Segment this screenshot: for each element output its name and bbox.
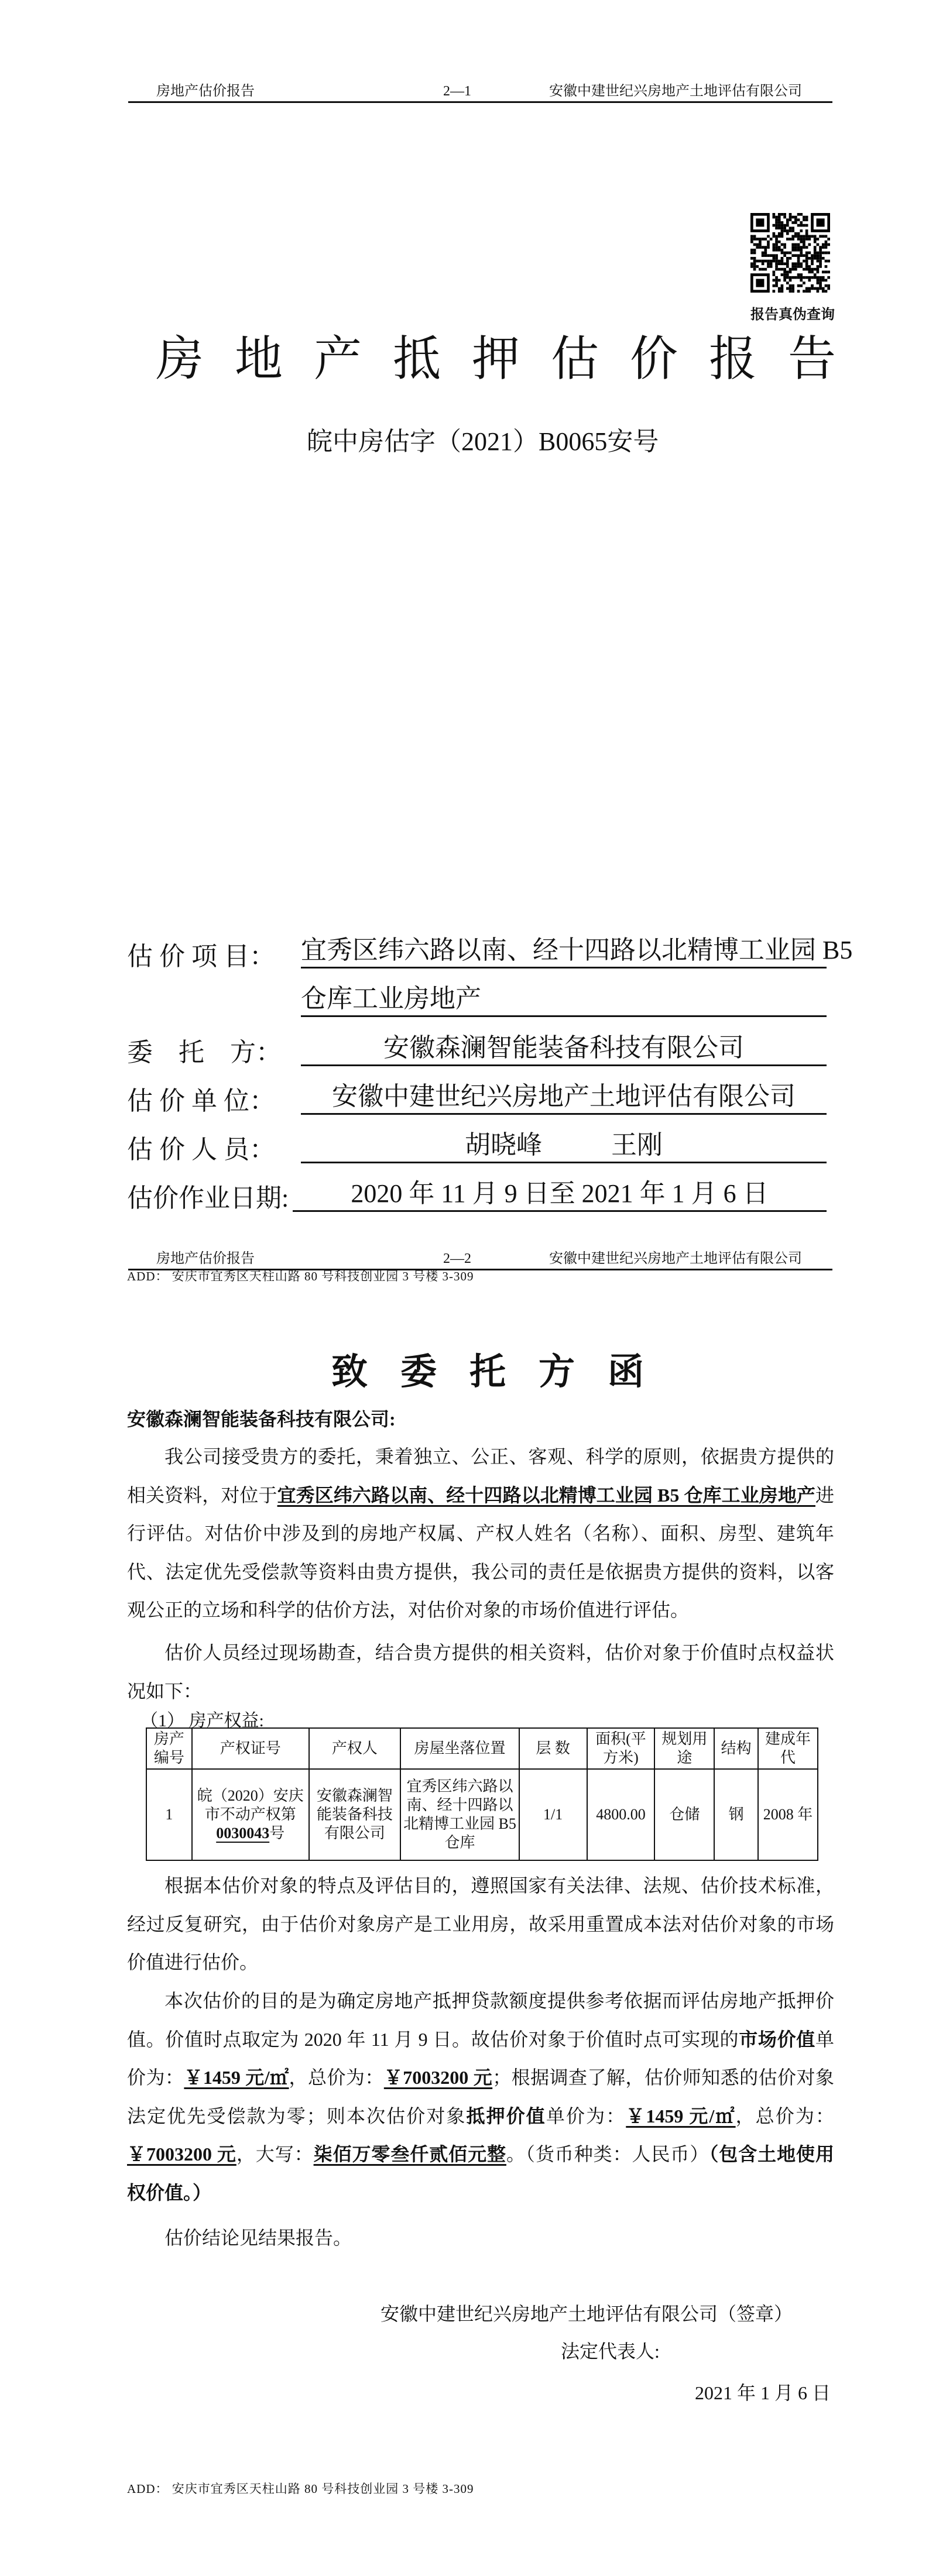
appraiser-unit-value: 安徽中建世纪兴房地产土地评估有限公司 [301, 1081, 827, 1115]
col-header: 房屋坐落位置 [400, 1728, 519, 1769]
cell-location: 宜秀区纬六路以南、经十四路以北精博工业园 B5 仓库 [400, 1769, 519, 1860]
paragraph-text: 本次估价的目的是为确定房地产抵押贷款额度提供参考依据而评估房地产抵押价值。价值时点取定为 2020 年 11 月 9 日。故估价对象于价值时点可实现的 [127, 1990, 834, 2050]
paragraph-text: 进行评估。对估价中涉及到的房地产权属、产权人姓名（名称）、面积、房型、建筑年代、法定优先受偿款等资料由贵方提供，我公司的责任是依据贵方提供的资料，以客观公正的立场和科学的估价方法，对估价对象的市场价值进行评估。 [127, 1484, 834, 1620]
cell-floors: 1/1 [519, 1769, 587, 1860]
paragraph-text: ，总价为： [735, 2105, 834, 2127]
appraiser-staff-label: 估 价 人 员： [127, 1135, 275, 1164]
land-use-note: （包含土地使用权价值。） [127, 2144, 834, 2203]
report-title: 房地产抵押估价报告 [156, 332, 868, 386]
market-unit-price: ￥1459 元/㎡ [184, 2067, 289, 2088]
header-company: 安徽中建世纪兴房地产土地评估有限公司 [549, 1251, 802, 1266]
appraiser-name-2: 王刚 [611, 1131, 663, 1159]
header-page-number: 2—2 [443, 1251, 471, 1266]
cert-suffix: 号 [269, 1825, 285, 1842]
appraiser-name-1: 胡晓峰 [465, 1131, 542, 1159]
appraiser-unit-label: 估 价 单 位： [127, 1087, 275, 1115]
col-header: 层 数 [519, 1728, 587, 1769]
mortgage-total-price: ￥7003200 元 [127, 2144, 236, 2165]
cert-number: 0030043 [216, 1825, 270, 1842]
col-header: 产权证号 [192, 1728, 309, 1769]
header-divider [128, 101, 832, 103]
appraiser-staff-value [301, 1130, 827, 1163]
qr-caption: 报告真伪查询 [750, 307, 835, 322]
col-header: 规划用途 [654, 1728, 714, 1769]
header-page-number: 2—1 [443, 84, 471, 99]
work-date-label: 估价作业日期: [127, 1184, 289, 1213]
cell-no: 1 [146, 1769, 192, 1860]
report-number: 皖中房估字（2021）B0065安号 [307, 427, 659, 456]
market-value-label: 市场价值 [739, 2028, 815, 2050]
project-value-line2: 仓库工业房地产 [301, 984, 827, 1017]
currency-note: 。（货币种类：人民币） [506, 2144, 709, 2165]
header-company: 安徽中建世纪兴房地产土地评估有限公司 [549, 84, 802, 99]
section-heading: （1） 房产权益: [140, 1711, 264, 1730]
amount-in-words: 柒佰万零叁仟贰佰元整 [313, 2144, 506, 2165]
paragraph-survey: 估价人员经过现场勘查，结合贵方提供的相关资料，估价对象于价值时点权益状况如下： [127, 1642, 834, 1702]
project-value-line1: 宜秀区纬六路以南、经十四路以北精博工业园 B5 [301, 935, 827, 968]
property-rights-table [146, 1727, 818, 1861]
paragraph-text: ，总价为： [289, 2067, 384, 2088]
qr-code-icon[interactable] [750, 213, 830, 293]
mortgage-unit-price: ￥1459 元/㎡ [626, 2105, 736, 2127]
paragraph-text: ，大写： [236, 2144, 314, 2165]
cert-prefix: 皖（2020）安庆市不动产权第 [197, 1787, 304, 1823]
table-header-row [146, 1728, 818, 1769]
legal-representative-label: 法定代表人: [561, 2341, 660, 2362]
header-doc-name: 房地产估价报告 [156, 84, 255, 99]
col-header: 产权人 [309, 1728, 401, 1769]
cell-structure: 钢 [714, 1769, 758, 1860]
header-divider [128, 1269, 832, 1270]
footer-address: ADD： 安庆市宜秀区天柱山路 80 号科技创业园 3 号楼 3-309 [127, 2482, 474, 2496]
table-row [146, 1769, 818, 1860]
cell-use: 仓储 [654, 1769, 714, 1860]
col-header: 面积(平方米) [587, 1728, 655, 1769]
cell-owner: 安徽森澜智能装备科技有限公司 [309, 1769, 401, 1860]
header-doc-name: 房地产估价报告 [156, 1251, 255, 1266]
paragraph-conclusion: 估价结论见结果报告。 [164, 2227, 352, 2248]
col-header: 结构 [714, 1728, 758, 1769]
cell-cert [192, 1769, 309, 1860]
paragraph-text: ；根据调查了解，估价师知悉的估价对象法定优先受偿款为零；则本次估价对象 [127, 2067, 834, 2127]
col-header: 建成年代 [758, 1728, 818, 1769]
paragraph-text: 我公司接受贵方的委托，秉着独立、公正、客观、科学的原则，依据贵方提供的相关资料，对位于 [127, 1446, 834, 1506]
footer-address: ADD： 安庆市宜秀区天柱山路 80 号科技创业园 3 号楼 3-309 [127, 1269, 474, 1283]
client-label: 委 托 方： [127, 1038, 282, 1067]
paragraph-text: 单价为： [127, 2028, 834, 2088]
paragraph-method: 根据本估价对象的特点及评估目的，遵照国家有关法律、法规、估价技术标准，经过反复研究，由于估价对象房产是工业用房，故采用重置成本法对估价对象的市场价值进行估价。 [127, 1875, 834, 1973]
signature-date: 2021 年 1 月 6 日 [695, 2382, 831, 2403]
col-header: 房产编号 [146, 1728, 192, 1769]
project-label: 估 价 项 目： [127, 942, 275, 971]
paragraph-commission [127, 1438, 834, 1630]
paragraph-valuation [127, 1982, 834, 2212]
work-date-value: 2020 年 11 月 9 日至 2021 年 1 月 6 日 [293, 1179, 827, 1212]
mortgage-value-label: 抵押价值 [466, 2105, 546, 2127]
property-address: 宜秀区纬六路以南、经十四路以北精博工业园 B5 仓库工业房地产 [277, 1484, 815, 1506]
signature-company: 安徽中建世纪兴房地产土地评估有限公司（签章） [380, 2303, 793, 2324]
paragraph-text: 单价为： [546, 2105, 626, 2127]
letter-title: 致委托方函 [331, 1352, 677, 1392]
letter-addressee: 安徽森澜智能装备科技有限公司: [127, 1409, 396, 1430]
client-value: 安徽森澜智能装备科技有限公司 [301, 1033, 827, 1066]
cell-year: 2008 年 [758, 1769, 818, 1860]
market-total-price: ￥7003200 元 [383, 2067, 493, 2088]
cell-area: 4800.00 [587, 1769, 655, 1860]
